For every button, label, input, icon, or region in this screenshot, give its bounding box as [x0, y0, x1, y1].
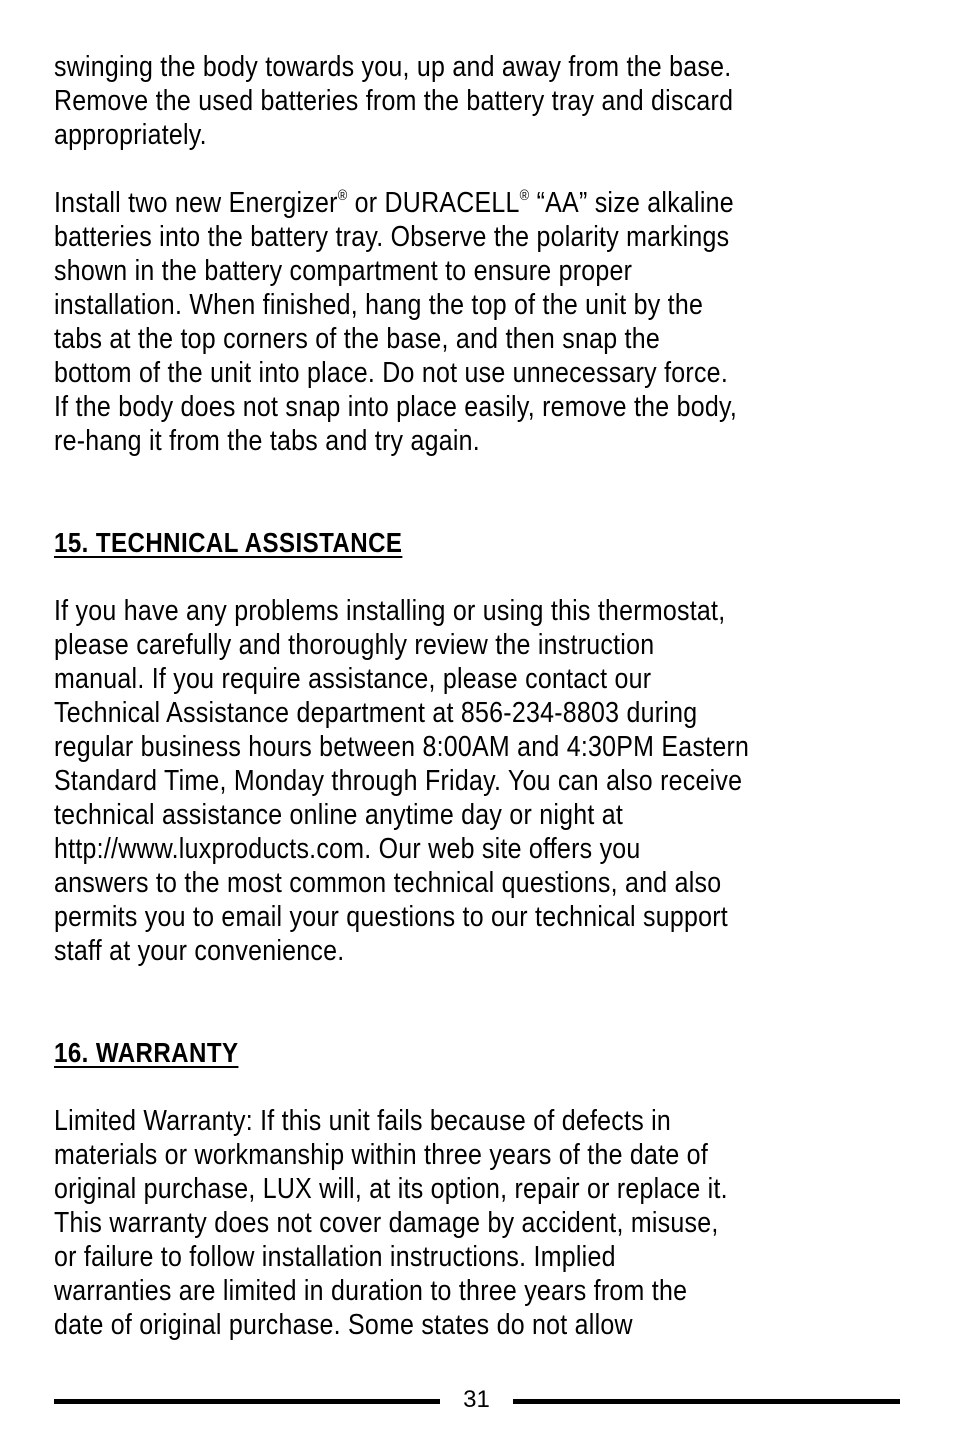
technical-assistance-paragraph: If you have any problems installing or using this thermostat, please carefully and thoroughly review the instruction manual. If you require assistance, please contact our Technical Assistance department at 856-234-8803 during regular business hours between 8:00AM and 4:30PM Eastern Standard Time, Monday through Friday. You can also receive technical assistance online anytime day or night at http://www.luxproducts.com. Our web site offers you answers to the most common technical questions, and also permits you to email your questions to our technical support staff at your convenience.: [54, 595, 750, 967]
registered-mark: ®: [337, 187, 348, 204]
footer-rule-right: [513, 1399, 900, 1404]
technical-assistance-heading: 15. TECHNICAL ASSISTANCE: [54, 527, 403, 558]
install-text-part-3: “AA” size alkaline batteries into the battery tray. Observe the polarity markings shown in the battery compartment to ensure proper installation. When finished, hang the top of the unit by the tabs at the top corners of the base, and then snap the bottom of the unit into place. Do not use unnecessary force. If the body does not snap into place easily, remove the body, re-hang it from the tabs and try again.: [54, 187, 738, 457]
install-text-part-2: or DURACELL: [347, 187, 520, 219]
page-footer: [54, 1385, 900, 1415]
spacer: [54, 968, 914, 1036]
battery-removal-paragraph: swinging the body towards you, up and away from the base. Remove the used batteries from the battery tray and discard appropriately.: [54, 51, 734, 151]
spacer: [54, 458, 914, 526]
spacer: [54, 1070, 914, 1104]
registered-mark: ®: [519, 187, 530, 204]
footer-rule-left: [54, 1399, 440, 1404]
warranty-paragraph: Limited Warranty: If this unit fails because of defects in materials or workmanship within three years of the date of original purchase, LUX will, at its option, repair or replace it. This warranty does not cover damage by accident, misuse, or failure to follow installation instructions. Implied warranties are limited in duration to three years from the date of original purchase. Some states do not allow: [54, 1105, 728, 1341]
battery-install-paragraph: [54, 186, 914, 458]
spacer: [54, 152, 914, 186]
install-text-part-1: Install two new Energizer: [54, 187, 338, 219]
page-number: 31: [463, 1386, 490, 1413]
warranty-heading: 16. WARRANTY: [54, 1037, 239, 1068]
spacer: [54, 560, 914, 594]
document-page: [54, 50, 914, 1342]
